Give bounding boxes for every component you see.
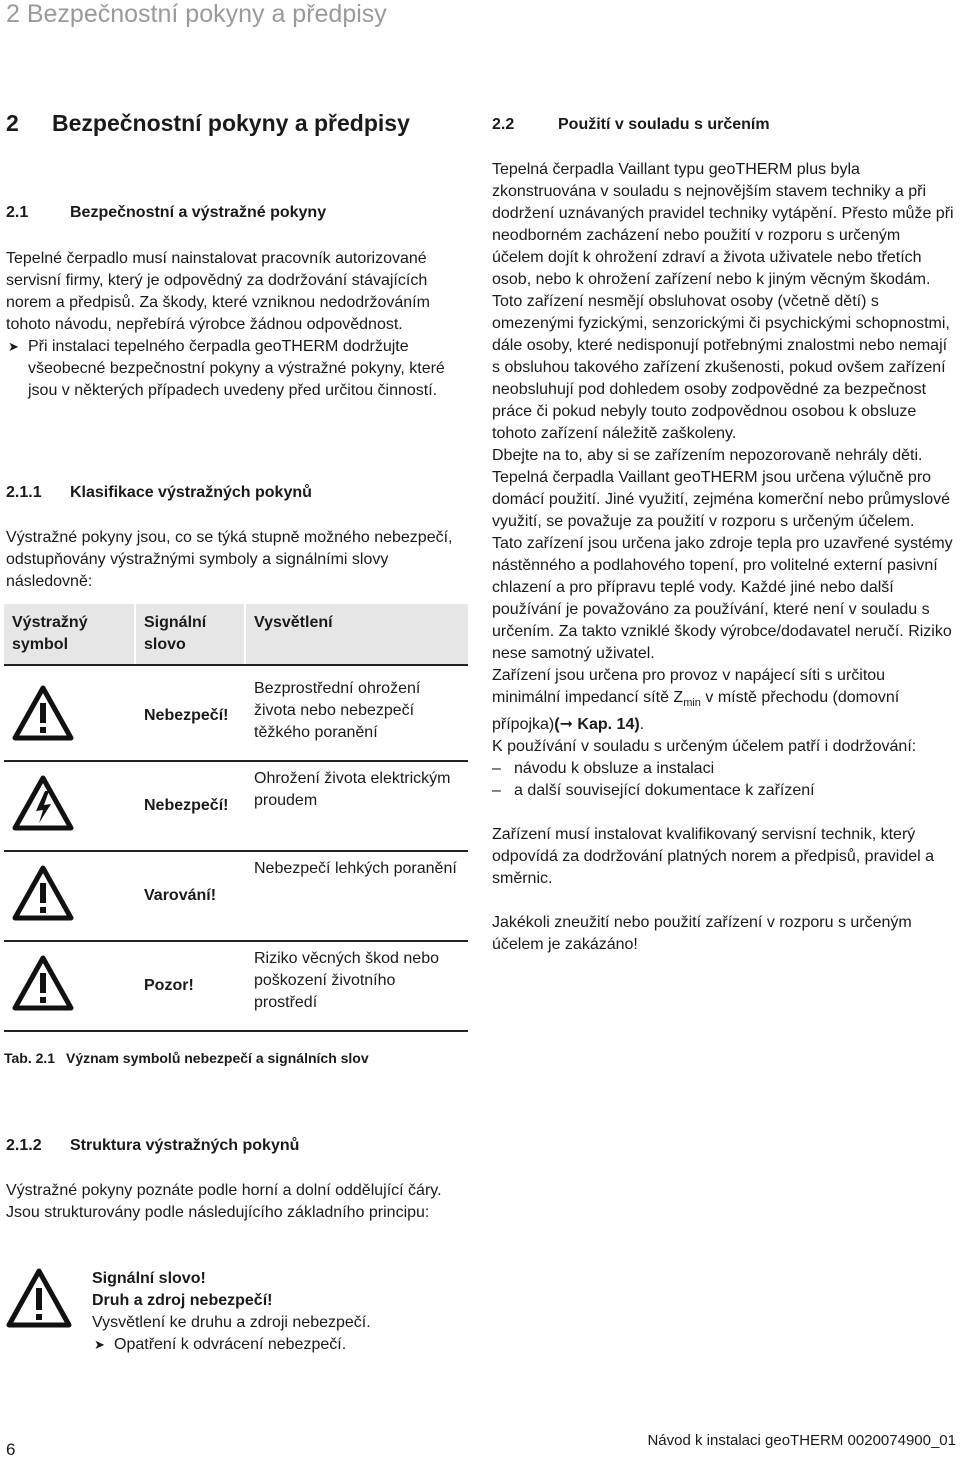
section-title: Použití v souladu s určením: [558, 116, 770, 133]
dash-bullet: –: [492, 760, 501, 778]
list-item: [492, 780, 954, 802]
paragraph: Tepelná čerpadla Vaillant typu geoTHERM plus byla zkonstruována v souladu s nejnovějším stavem techniky a při dodržení uznávaných pravidel techniky vytápění. Přesto může při neodborném zacházení nebo použití v rozporu s určeným účelem dojít k ohrožení zdraví a života uživatele nebo třetích osob, nebo k ohrožení zařízení nebo k jiným věcným škodám.: [492, 161, 954, 288]
table-header-cell: Výstražný symbol: [4, 604, 135, 665]
signal-word: Varování!: [135, 851, 245, 941]
section-number: 2.1: [6, 204, 29, 221]
table-caption-text: Význam symbolů nebezpečí a signálních slov: [66, 1050, 369, 1066]
warning-exclamation-icon: [12, 865, 74, 921]
explanation: Riziko věcných škod nebo poškození životního prostředí: [245, 941, 468, 1031]
chapter-heading: [6, 110, 410, 137]
section-2-2-body: [492, 159, 954, 956]
list-item-text: a další související dokumentace k zařízení: [514, 782, 815, 800]
subscript: min: [683, 697, 701, 710]
signal-word: Nebezpečí!: [135, 672, 245, 761]
paragraph: Dbejte na to, aby si se zařízením nepozorovaně nehrály děti.: [492, 447, 923, 464]
arrow-bullet-icon: ➤: [8, 339, 19, 354]
table-header-row: [4, 604, 468, 665]
section-title: Struktura výstražných pokynů: [70, 1137, 300, 1154]
running-header: 2 Bezpečnostní pokyny a předpisy: [6, 0, 387, 28]
example-action: [92, 1334, 562, 1356]
section-2-1-heading: [6, 204, 326, 222]
paragraph-text: .: [639, 716, 645, 734]
page-number: 6: [6, 1440, 16, 1459]
instruction-bullet: [6, 336, 466, 402]
instruction-text: Při instalaci tepelného čerpadla geoTHERM dodržujte všeobecné bezpečnostní pokyny a výstražné pokyny, které jsou v některých případech uvedeny před určitou činností.: [28, 338, 445, 399]
table-row: [4, 761, 468, 851]
warning-exclamation-icon: [12, 685, 74, 741]
signal-word: Nebezpečí!: [135, 761, 245, 851]
paragraph: Jakékoli zneužití nebo použití zařízení v rozporu s určeným účelem je zakázáno!: [492, 914, 912, 954]
arrow-bullet-icon: ➤: [94, 1337, 105, 1352]
section-2-1-1-body: Výstražné pokyny jsou, co se týká stupně možného nebezpečí, odstupňovány výstražnými symboly a signálními slovy následovně:: [6, 529, 453, 590]
section-title: Bezpečnostní a výstražné pokyny: [70, 204, 327, 221]
list-item: [492, 758, 954, 780]
explanation: Bezprostřední ohrožení života nebo nebezpečí těžkého poranění: [245, 672, 468, 761]
explanation: Nebezpečí lehkých poranění: [245, 851, 468, 941]
dash-bullet: –: [492, 782, 501, 800]
table-caption-label: Tab. 2.1: [4, 1050, 56, 1066]
example-hazard: Druh a zdroj nebezpečí!: [92, 1292, 273, 1309]
table-row: [4, 672, 468, 761]
paragraph: Toto zařízení nesmějí obsluhovat osoby (včetně dětí) s omezenými fyzickými, senzorickými či psychickými schopnostmi, dále osoby, které nedisponují potřebnými znalostmi nebo nemají s obsluhou takového zařízení zkušenosti, pokud ovšem zařízení neobsluhují pod dohledem osoby zodpovědné za bezpečnost práce či pokud nebyly touto zodpovědnou osobou k obsluze tohoto zařízení náležitě zaškoleny.: [492, 293, 950, 442]
example-signal-word: Signální slovo!: [92, 1270, 206, 1287]
paragraph-text: Zařízení jsou určena pro provoz v napájecí síti s určitou minimální impedancí sítě Z: [492, 667, 886, 706]
section-number: 2.1.2: [6, 1137, 42, 1154]
paragraph: Zařízení musí instalovat kvalifikovaný servisní technik, který odpovídá za dodržování platných norem a předpisů, pravidel a směrnic.: [492, 826, 935, 888]
section-title: Klasifikace výstražných pokynů: [70, 484, 312, 501]
table-row: [4, 941, 468, 1031]
chapter-number: 2: [6, 110, 19, 136]
table-row: [4, 851, 468, 941]
section-number: 2.2: [492, 116, 515, 133]
warning-classification-table: [4, 604, 468, 1032]
cross-reference-link[interactable]: (➞ Kap. 14): [554, 716, 640, 734]
section-2-1-1-heading: [6, 484, 312, 502]
table-caption: [4, 1050, 369, 1066]
section-2-2-heading: [492, 116, 770, 134]
section-2-1-body: [6, 248, 466, 402]
chapter-title: Bezpečnostní pokyny a předpisy: [52, 110, 410, 136]
signal-word: Pozor!: [135, 941, 245, 1031]
section-2-1-2-heading: [6, 1137, 299, 1155]
paragraph: Tato zařízení jsou určena jako zdroje tepla pro uzavřené systémy nástěnného a podlahového topení, pro volitelné externí pasivní chlazení a pro přípravu teplé vody. Každé jiné nebo další používání je považováno za používání, které není v souladu s určením. Za takto vzniklé škody výrobce/dodavatel neručí. Riziko nese samotný uživatel.: [492, 535, 953, 662]
table-header-cell: Vysvětlení: [245, 604, 468, 665]
section-2-1-2-body: Výstražné pokyny poznáte podle horní a dolní oddělující čáry. Jsou strukturovány podle následujícího základního principu:: [6, 1182, 442, 1221]
paragraph-text: v místě přechodu (domovní přípojka): [492, 689, 900, 734]
example-action-text: Opatření k odvrácení nebezpečí.: [114, 1336, 347, 1353]
paragraph: [492, 665, 954, 736]
section-number: 2.1.1: [6, 484, 42, 501]
electric-shock-icon: [12, 775, 74, 831]
paragraph: Tepelná čerpadla Vaillant geoTHERM jsou určena výlučně pro domácí použití. Jiné využití, zejména komerční nebo průmyslové využití, se považuje za použití v rozporu s určeným účelem.: [492, 469, 950, 530]
table-header-cell: Signální slovo: [135, 604, 245, 665]
explanation: Ohrožení života elektrickým proudem: [245, 761, 468, 851]
footer-document-title: Návod k instalaci geoTHERM 0020074900_01: [647, 1432, 956, 1449]
list-item-text: návodu k obsluze a instalaci: [514, 760, 715, 778]
paragraph: Tepelné čerpadlo musí nainstalovat pracovník autorizované servisní firmy, který je odpovědný za dodržování stávajících norem a předpisů. Za škody, které vzniknou nedodržováním tohoto návodu, nepřebírá výrobce žádnou odpovědnost.: [6, 250, 430, 333]
warning-exclamation-icon: [12, 955, 74, 1011]
paragraph: K používání v souladu s určeným účelem patří i dodržování:: [492, 738, 917, 756]
example-explanation: Vysvětlení ke druhu a zdroji nebezpečí.: [92, 1314, 371, 1331]
warning-exclamation-icon: [6, 1268, 72, 1328]
